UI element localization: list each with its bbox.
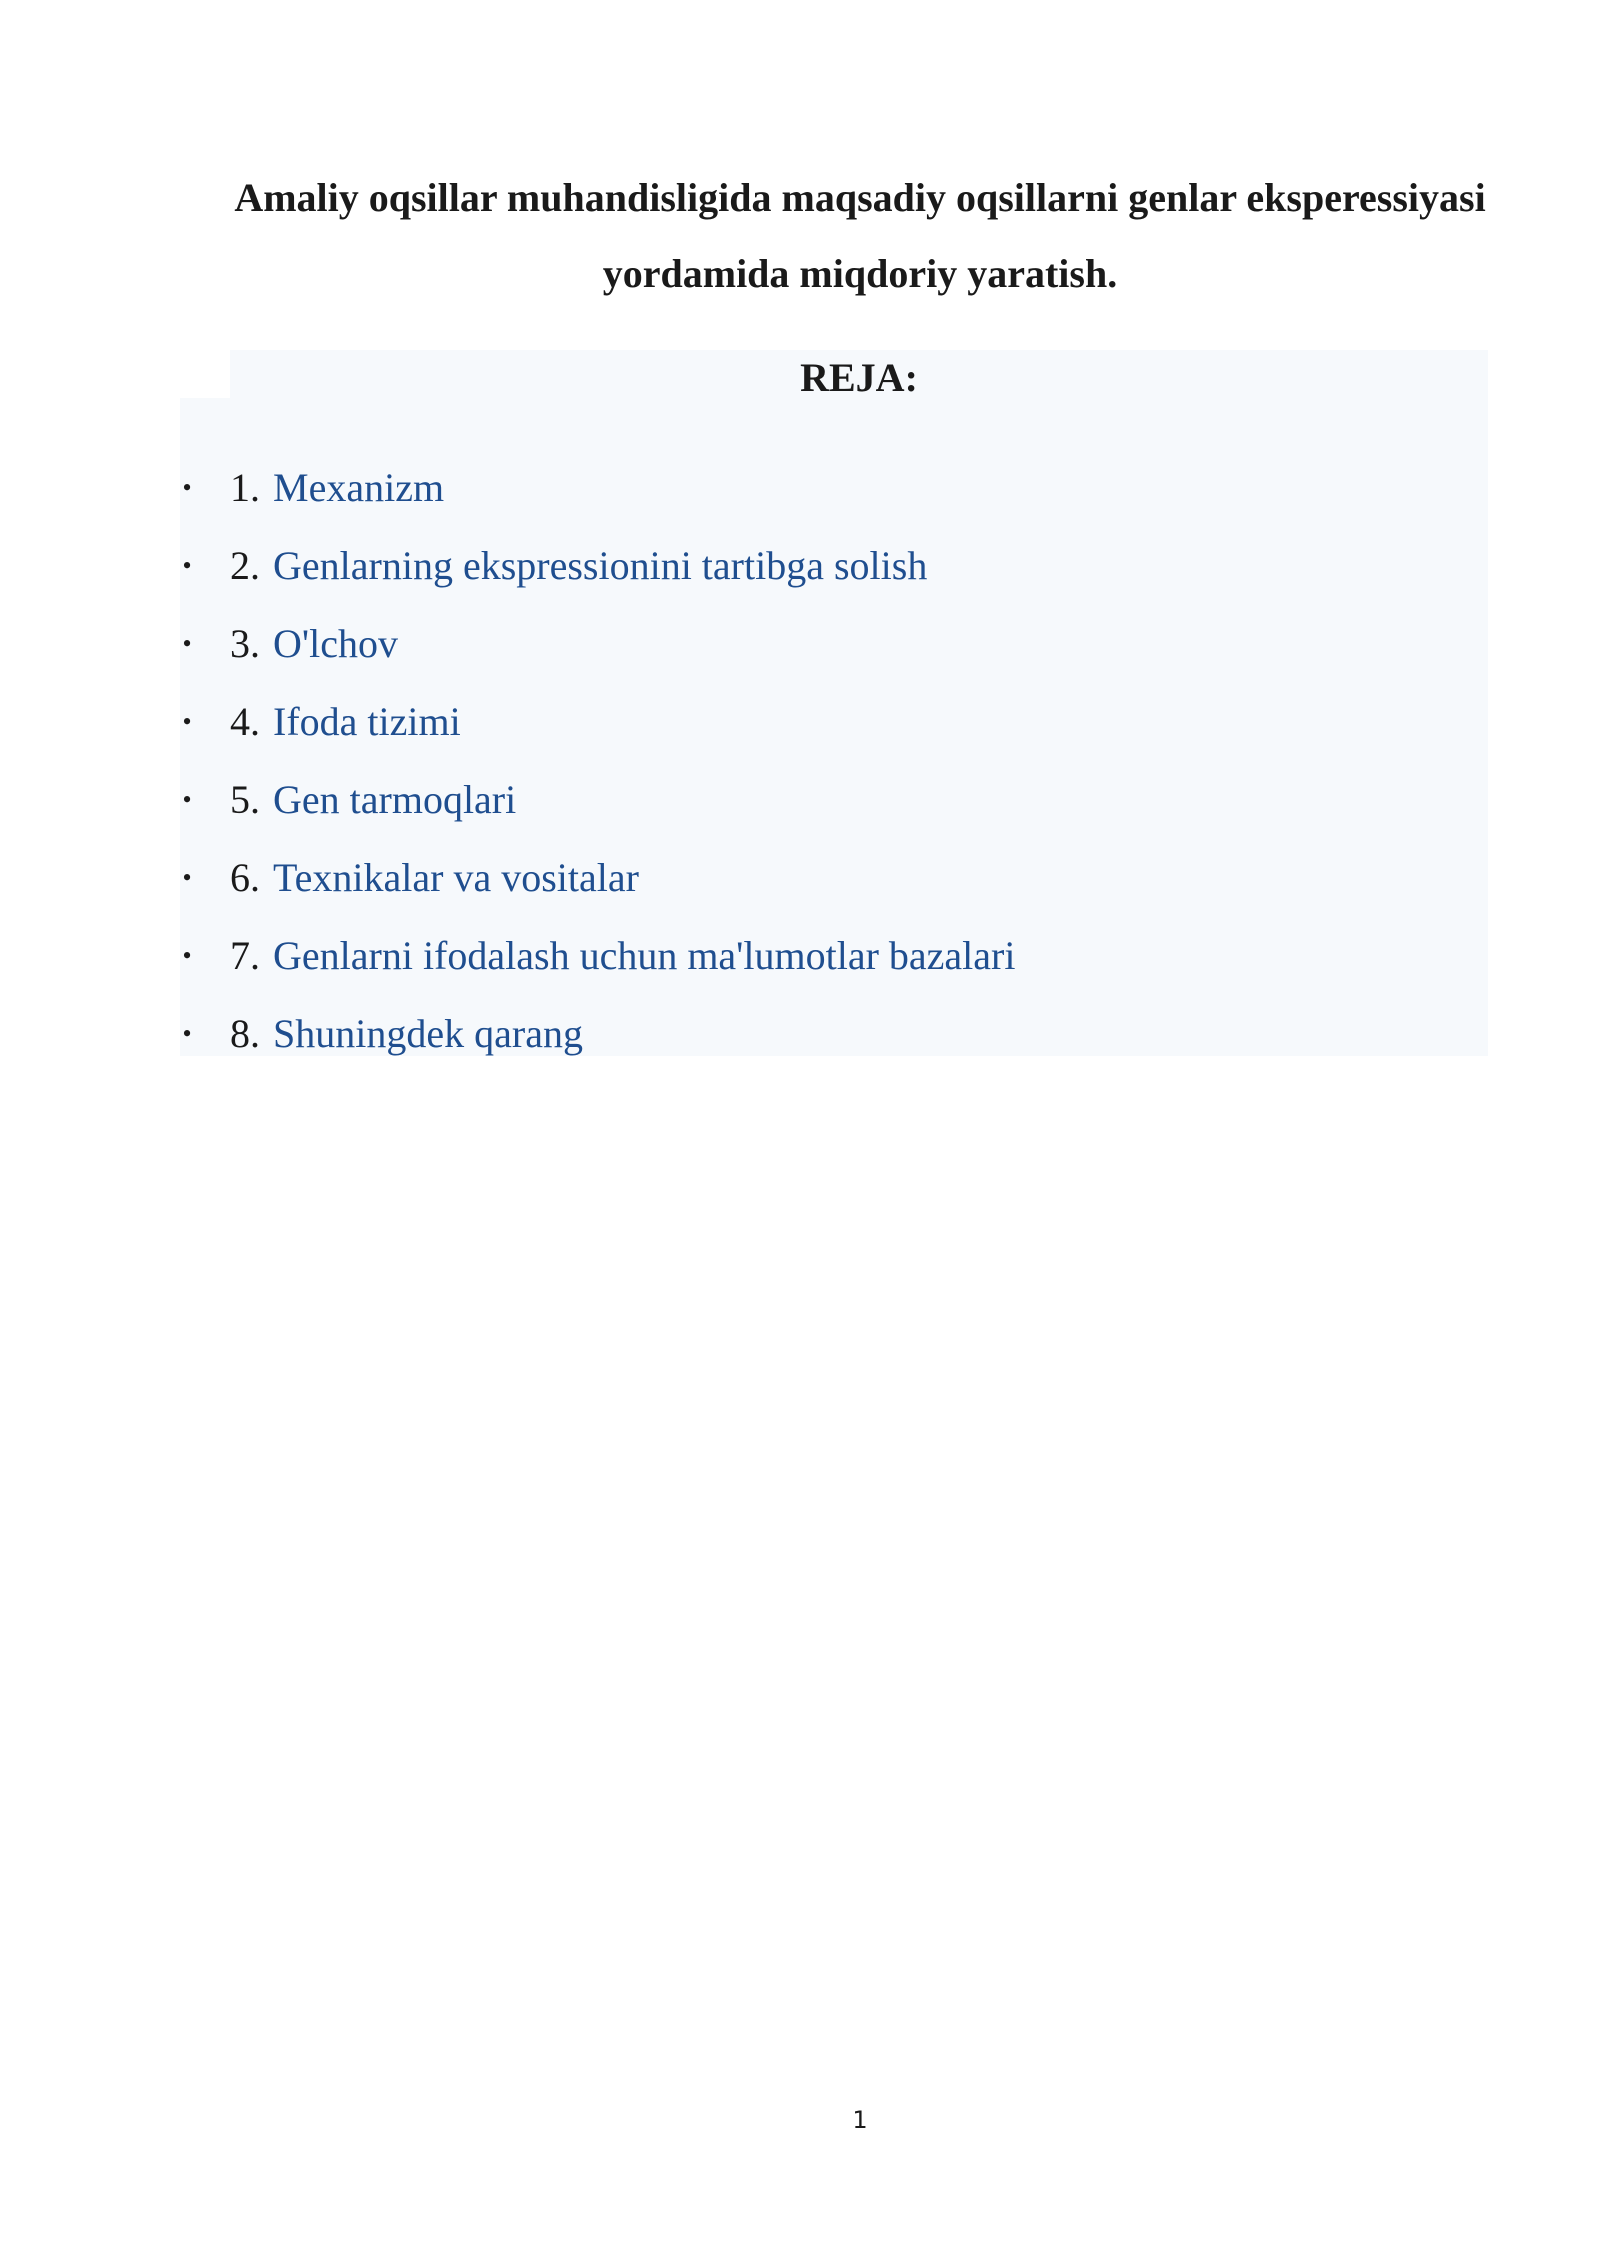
item-number: 2. bbox=[230, 543, 260, 588]
document-title: Amaliy oqsillar muhandisligida maqsadiy oqsillarni genlar eksperessiyasi yordamida miqdoriy yaratish. bbox=[234, 175, 1486, 296]
plan-link-gen-tarmoqlari[interactable]: Gen tarmoqlari bbox=[273, 777, 517, 822]
plan-link-shuningdek-qarang[interactable]: Shuningdek qarang bbox=[273, 1011, 583, 1056]
plan-link-mexanizm[interactable]: Mexanizm bbox=[273, 465, 445, 510]
bullet-icon: • bbox=[182, 707, 192, 736]
item-number: 4. bbox=[230, 699, 260, 744]
bullet-icon: • bbox=[182, 863, 192, 892]
plan-heading: REJA: bbox=[800, 355, 918, 400]
bullet-icon: • bbox=[182, 629, 192, 658]
plan-link-olchov[interactable]: O'lchov bbox=[273, 621, 398, 666]
page-number: 1 bbox=[852, 2106, 868, 2134]
plan-panel-notch bbox=[180, 350, 230, 398]
item-number: 6. bbox=[230, 855, 260, 900]
item-number: 8. bbox=[230, 1011, 260, 1056]
bullet-icon: • bbox=[182, 1019, 192, 1048]
item-number: 7. bbox=[230, 933, 260, 978]
bullet-icon: • bbox=[182, 551, 192, 580]
bullet-icon: • bbox=[182, 785, 192, 814]
item-number: 3. bbox=[230, 621, 260, 666]
bullet-icon: • bbox=[182, 473, 192, 502]
plan-link-genlarning-ekspressioni[interactable]: Genlarning ekspressionini tartibga solish bbox=[273, 543, 928, 588]
plan-link-texnikalar[interactable]: Texnikalar va vositalar bbox=[273, 855, 639, 900]
item-number: 5. bbox=[230, 777, 260, 822]
plan-link-ifoda-tizimi[interactable]: Ifoda tizimi bbox=[273, 699, 461, 744]
item-number: 1. bbox=[230, 465, 260, 510]
bullet-icon: • bbox=[182, 941, 192, 970]
plan-link-malumotlar-bazalari[interactable]: Genlarni ifodalash uchun ma'lumotlar bazalari bbox=[273, 933, 1016, 978]
